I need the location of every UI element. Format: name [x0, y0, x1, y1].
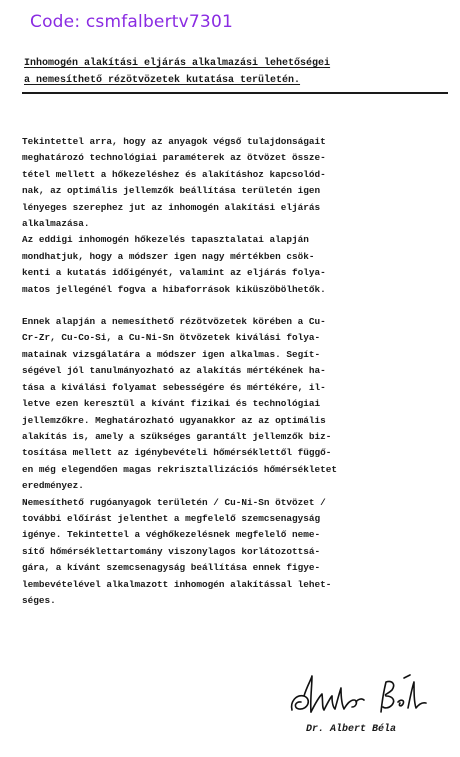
text-line: jellemzőkre. Meghatározható ugyanakkor az az optimális: [22, 414, 326, 426]
text-line: Tekintettel arra, hogy az anyagok végső tulajdonságait: [22, 136, 326, 147]
text-line: mondhatjuk, hogy a módszer igen nagy mértékben csök-: [22, 250, 315, 262]
paragraph-4: [22, 495, 450, 610]
title-line: a nemesíthető rézötvözetek kutatása területén.: [24, 75, 301, 86]
text-line: nak, az optimális jellemzők beállítása területén igen: [22, 185, 321, 197]
text-line: gára, a kívánt szemcsenagyság beállítása ennek figye-: [22, 562, 321, 574]
paragraph-1: [22, 134, 450, 232]
text-line: ségével jól tanulmányozható az alakítás mértékének ha-: [22, 365, 326, 377]
paragraph-2: [22, 232, 450, 298]
text-line: lembevételével alkalmazott inhomogén alakítással lehet-: [22, 578, 332, 590]
text-line: kenti a kutatás időigényét, valamint az eljárás folya-: [22, 267, 326, 279]
text-line: tása a kiválási folyamat sebességére és mértékére, il-: [22, 381, 326, 393]
text-line: séges.: [22, 594, 56, 606]
text-line: matos jellegénél fogva a hibaforrások kiküszöbölhetők.: [22, 283, 326, 295]
title-line: Inhomogén alakítási eljárás alkalmazási lehetőségei: [24, 58, 331, 69]
text-line: további előírást jelenthet a megfelelő szemcsenagyság: [22, 512, 321, 524]
text-line: Ennek alapján a nemesíthető rézötvözetek körében a Cu-: [22, 316, 326, 328]
text-line: meghatározó technológiai paraméterek az ötvözet össze-: [22, 152, 326, 164]
text-line: sítő hőmérséklettartomány viszonylagos korlátozottsá-: [22, 545, 321, 557]
handwritten-signature: [286, 672, 436, 718]
text-line: lényeges szerephez jut az inhomogén alakítási eljárás: [22, 201, 321, 213]
text-line: eredményez.: [22, 480, 84, 492]
text-line: tosítása mellett az igénybevételi hőmérséklettől függő-: [22, 447, 332, 459]
document-title: [24, 55, 448, 89]
title-underline-rule: [22, 92, 448, 94]
text-line: Cr-Zr, Cu-Co-Si, a Cu-Ni-Sn ötvözetek kiválási folya-: [22, 332, 321, 344]
signer-name: Dr. Albert Béla: [306, 724, 397, 735]
text-line: igénye. Tekintettel a véghőkezelésnek megfelelő neme-: [22, 529, 321, 541]
text-line: en még elegendően magas rekrisztallizációs hőmérsékletet: [22, 463, 338, 475]
paragraph-3: [22, 314, 450, 494]
text-line: tétel mellett a hőkezeléshez és alakításhoz kapcsolód-: [22, 168, 326, 180]
paragraph-gap: [22, 298, 450, 314]
text-line: Az eddigi inhomogén hőkezelés tapasztalatai alapján: [22, 234, 309, 246]
text-line: matainak vizsgálatára a módszer igen alkalmas. Segít-: [22, 348, 321, 360]
text-line: Nemesíthető rugóanyagok területén / Cu-Ni-Sn ötvözet /: [22, 496, 326, 508]
document-code-label: Code: csmfalbertv7301: [30, 12, 233, 32]
text-line: alkalmazása.: [22, 218, 90, 230]
document-body: [22, 134, 450, 609]
text-line: alakítás is, amely a szükséges garantált jellemzők biz-: [22, 430, 332, 442]
text-line: letve ezen keresztül a kívánt fizikai és technológiai: [22, 398, 321, 410]
